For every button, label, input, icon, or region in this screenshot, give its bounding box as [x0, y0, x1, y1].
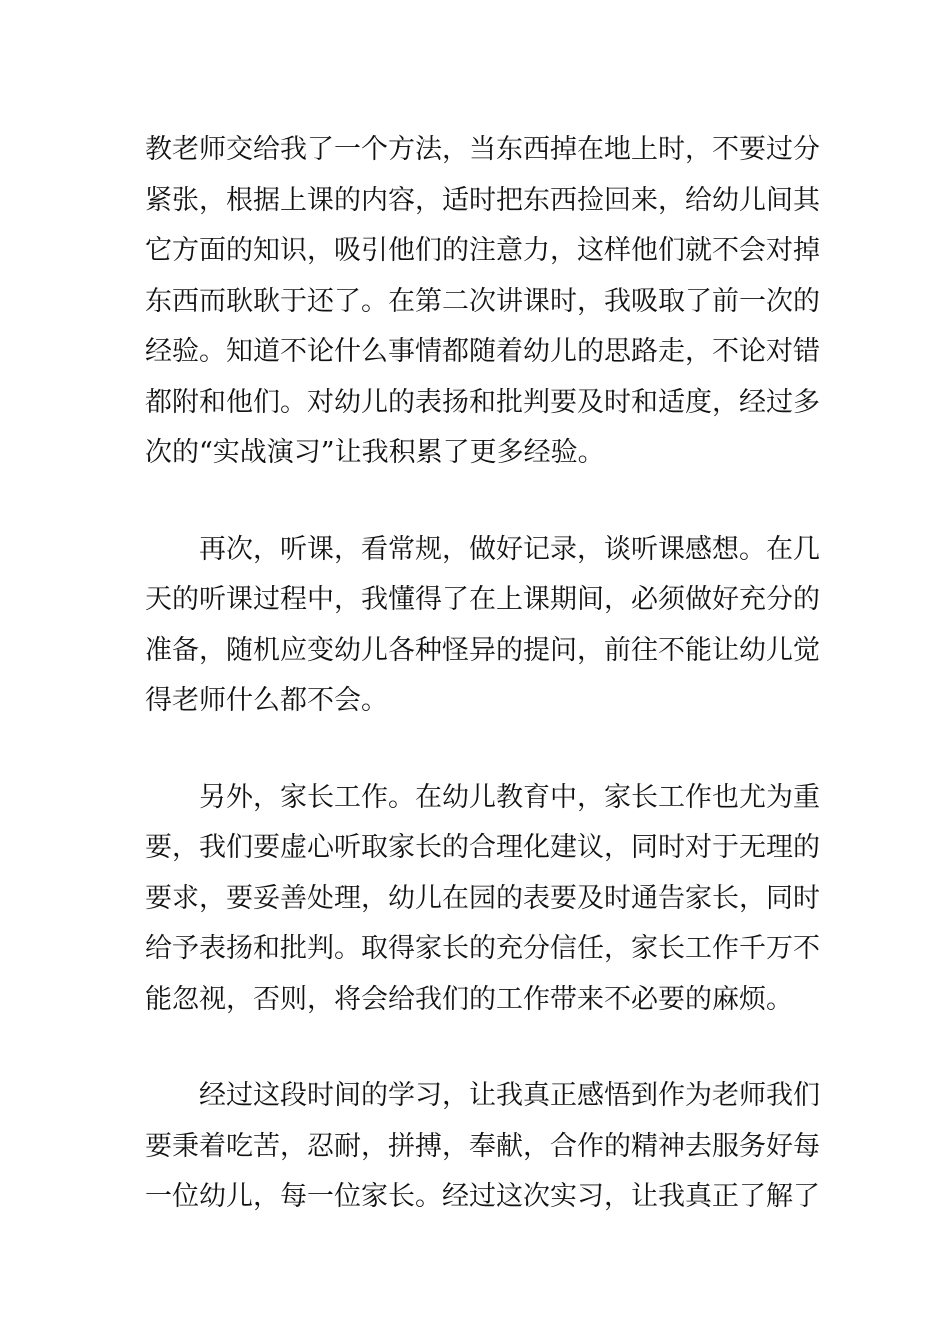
paragraph-gap — [145, 1025, 807, 1071]
text-line: 给予表扬和批判。取得家长的充分信任，家长工作千万不 — [145, 933, 820, 964]
paragraph-2 — [145, 525, 820, 727]
text-line: 经验。知道不论什么事情都随着幼儿的思路走，不论对错 — [145, 336, 820, 367]
text-line: 都附和他们。对幼儿的表扬和批判要及时和适度，经过多 — [145, 386, 820, 418]
text-line: 另外，家长工作。在幼儿教育中，家长工作也尤为重 — [145, 781, 820, 813]
document-body — [145, 125, 820, 1223]
text-line: 能忽视，否则，将会给我们的工作带来不必要的麻烦。 — [145, 983, 793, 1015]
paragraph-4 — [145, 1071, 820, 1223]
text-line: 要求，要妥善处理，幼儿在园的表要及时通告家长，同时 — [145, 882, 820, 914]
paragraph-3 — [145, 773, 820, 1026]
text-line: 它方面的知识，吸引他们的注意力，这样他们就不会对掉 — [145, 235, 820, 266]
paragraph-gap — [145, 727, 807, 773]
paragraph-1 — [145, 125, 820, 479]
text-line: 紧张，根据上课的内容，适时把东西捡回来，给幼儿间其 — [145, 184, 820, 216]
text-line: 再次，听课，看常规，做好记录，谈听课感想。在几 — [145, 533, 820, 565]
text-line: 次的“实战演习”让我积累了更多经验。 — [145, 437, 605, 468]
text-line: 准备，随机应变幼儿各种怪异的提问，前往不能让幼儿觉 — [145, 634, 820, 666]
text-line: 一位幼儿，每一位家长。经过这次实习，让我真正了解了 — [145, 1181, 820, 1212]
paragraph-gap — [145, 479, 807, 525]
text-line: 要秉着吃苦，忍耐，拼搏，奉献，合作的精神去服务好每 — [145, 1130, 820, 1162]
text-line: 得老师什么都不会。 — [145, 685, 388, 716]
text-line: 要，我们要虚心听取家长的合理化建议，同时对于无理的 — [145, 832, 820, 863]
text-line: 教老师交给我了一个方法，当东西掉在地上时，不要过分 — [145, 134, 820, 165]
text-line: 经过这段时间的学习，让我真正感悟到作为老师我们 — [145, 1080, 820, 1111]
text-line: 东西而耿耿于还了。在第二次讲课时，我吸取了前一次的 — [145, 285, 820, 317]
text-line: 天的听课过程中，我懂得了在上课期间，必须做好充分的 — [145, 584, 820, 615]
